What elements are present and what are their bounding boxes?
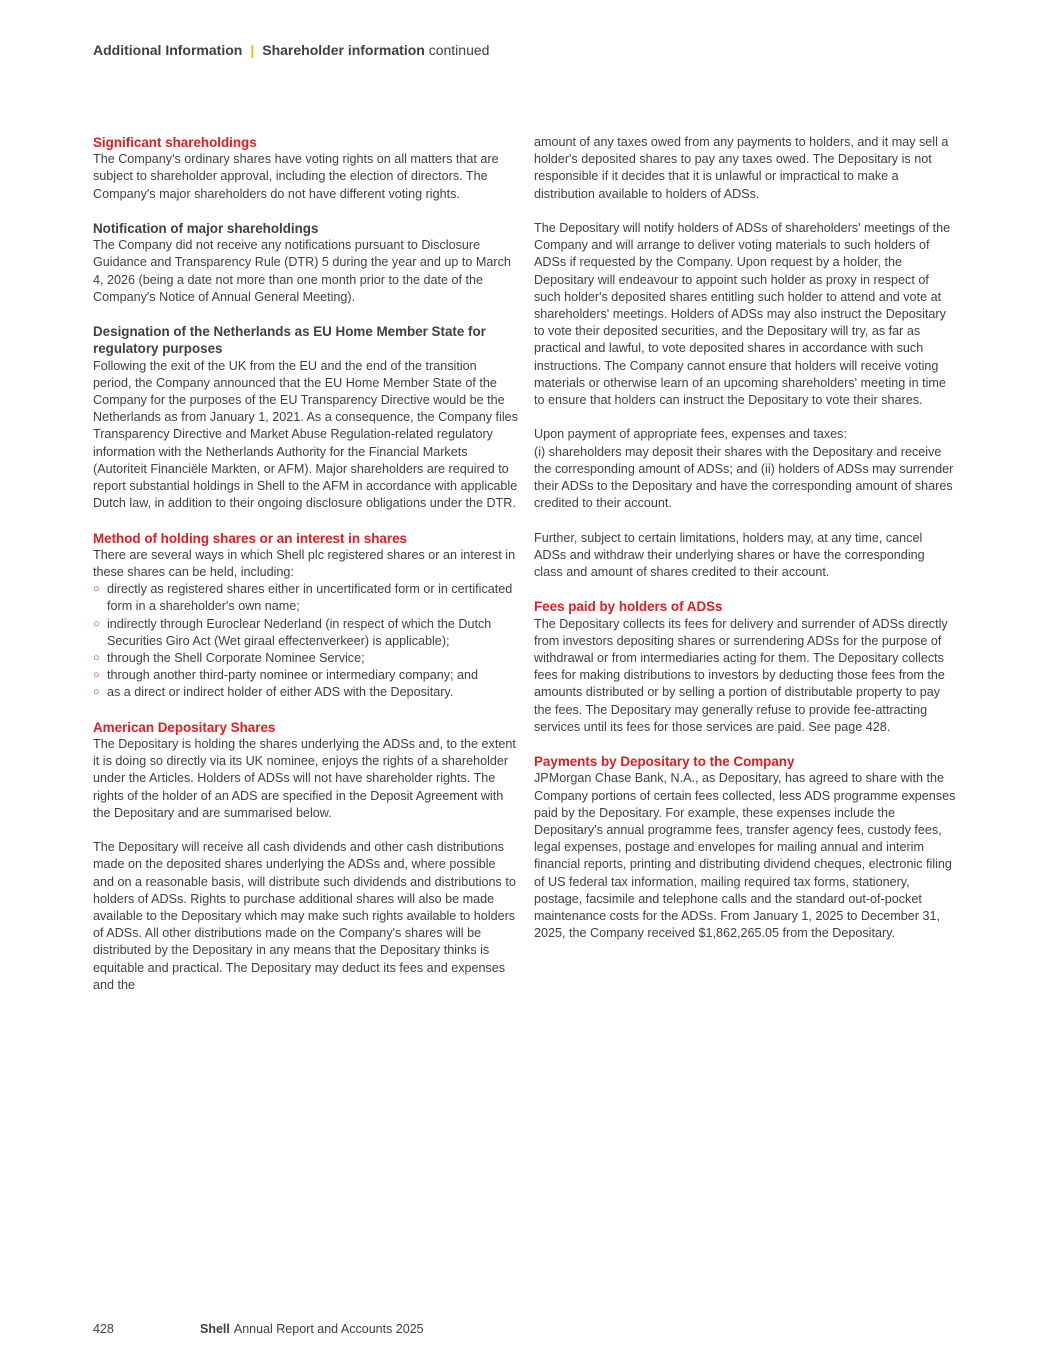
ads-paragraph-2: The Depositary will receive all cash dividends and other cash distributions made on the deposited shares underlying the ADSs and, where possible and on a reasonable basis, will distribute such dividends and distributions to holders of ADSs. Rights to purchase additional shares will also be made available to the Depositary which may make such rights available to holders of ADSs. All other distributions made on the Company's shares will be distributed by the Depositary in any means that the Depositary thinks is equitable and practical. The Depositary may deduct its fees and expenses and the: [93, 840, 516, 992]
list-item: ○ through the Shell Corporate Nominee Service;: [93, 650, 518, 667]
circle-bullet-icon: ○: [93, 669, 100, 682]
payments-heading: Payments by Depositary to the Company: [534, 754, 795, 770]
holding-methods-list: [93, 581, 518, 701]
designation-text: Following the exit of the UK from the EU and the end of the transition period, the Company announced that the EU Home Member State of the Company for the purposes of the EU Transparency Directive would be the Netherlands as from January 1, 2021. As a consequence, the Company files Transparency Directive and Market Abuse Regulation-related regulatory information with the Netherlands Authority for the Financial Markets (Autoriteit Financiële Markten, or AFM). Major shareholders are required to report substantial holdings in Shell to the AFM in accordance with applicable Dutch law, in addition to their ongoing disclosure obligations under the DTR.: [93, 358, 518, 511]
header-continued: continued: [428, 42, 490, 58]
running-header: [93, 42, 489, 58]
ads-paragraph-4: The Depositary will notify holders of ADSs of shareholders' meetings of the Company and will arrange to deliver voting materials to such holders of ADSs if requested by the Company. Upon request by a holder, the Depositary will endeavour to appoint such holder as proxy in respect of such holder's deposited shares entitling such holder to attend and vote at shareholders' meetings. Holders of ADSs may also instruct the Depositary to vote their deposited securities, and the Depositary will try, as far as practical and lawful, to vote deposited shares in accordance with such instructions. The Company cannot ensure that holders will receive voting materials or otherwise learn of an upcoming shareholders' meeting in time to ensure that holders can instruct the Depositary to vote their shares.: [534, 221, 951, 408]
circle-bullet-icon: ○: [93, 686, 100, 699]
circle-bullet-icon: ○: [93, 583, 100, 596]
designation-heading: Designation of the Netherlands as EU Home Member State for regulatory purposes: [93, 324, 486, 357]
header-section: Additional Information: [93, 42, 243, 58]
ads-heading: American Depositary Shares: [93, 719, 276, 735]
notification-text: The Company did not receive any notifications pursuant to Disclosure Guidance and Transparency Rule (DTR) 5 during the year and up to March 4, 2026 (being a date not more than one month prior to the date of the Company's Notice of Annual General Meeting).: [93, 238, 511, 304]
right-column: [534, 134, 956, 942]
list-item: ○ directly as registered shares either in uncertificated form or in certificated form in a shareholder's own name;: [93, 582, 513, 614]
ads-paragraph-1: The Depositary is holding the shares underlying the ADSs and, to the extent it is doing so directly via its UK nominee, enjoys the rights of a shareholder under the Articles. Holders of ADSs will not have shareholder rights. The rights of the holder of an ADS are specified in the Deposit Agreement with the Depositary and are summarised below.: [93, 737, 516, 820]
page-number: 428: [93, 1322, 114, 1336]
payments-text: JPMorgan Chase Bank, N.A., as Depositary, has agreed to share with the Company portions of certain fees collected, less ADS programme expenses paid by the Depositary. For example, these expenses include the Depositary's annual programme fees, transfer agency fees, custody fees, legal expenses, postage and envelopes for mailing annual and interim financial reports, printing and distributing dividend cheques, electronic filing of US federal tax information, mailing required tax forms, stationery, postage, facsimile and telephone calls and the standard out-of-pocket maintenance costs for the ADSs. From January 1, 2025 to December 31, 2025, the Company received $1,862,265.05 from the Depositary.: [534, 771, 956, 941]
list-item: ○ through another third-party nominee or intermediary company; and: [93, 667, 518, 684]
circle-bullet-icon: ○: [93, 652, 100, 665]
list-item: ○ indirectly through Euroclear Nederland (in respect of which the Dutch Securities Giro Act (Wet giraal effectenverkeer) is applicable);: [93, 616, 492, 648]
list-item: ○ as a direct or indirect holder of either ADS with the Depositary.: [93, 684, 518, 701]
footer-report-title: Annual Report and Accounts 2025: [233, 1322, 424, 1336]
page-footer: [93, 1322, 424, 1336]
notification-heading: Notification of major shareholdings: [93, 221, 319, 236]
circle-bullet-icon: ○: [93, 617, 100, 630]
header-subsection: Shareholder information: [262, 42, 425, 58]
ads-paragraph-6: Further, subject to certain limitations, holders may, at any time, cancel ADSs and withdraw their underlying shares or have the corresponding class and amount of shares credited to their account.: [534, 530, 925, 580]
method-heading: Method of holding shares or an interest in shares: [93, 530, 407, 546]
fees-text: The Depositary collects its fees for delivery and surrender of ADSs directly from investors depositing shares or surrendering ADSs for the purpose of withdrawal or from intermediaries acting for them. The Depositary collects fees for making distributions to investors by deducting those fees from the amounts distributed or by selling a portion of distributable property to pay the fees. The Depositary may generally refuse to provide fee-attracting services until its fees for those services are paid. See page 428.: [534, 616, 948, 734]
fees-heading: Fees paid by holders of ADSs: [534, 599, 723, 615]
left-column: [93, 134, 518, 994]
significant-shareholdings-text: The Company's ordinary shares have voting rights on all matters that are subject to shareholder approval, including the election of directors. The Company's major shareholders do not have different voting rights.: [93, 152, 499, 201]
footer-brand: Shell: [200, 1322, 230, 1336]
header-separator: |: [250, 42, 255, 58]
fees-intro: Upon payment of appropriate fees, expenses and taxes:: [534, 427, 847, 442]
method-intro: There are several ways in which Shell plc registered shares or an interest in these shares can be held, including:: [93, 547, 516, 580]
ads-paragraph-5: [534, 426, 956, 512]
significant-shareholdings-heading: Significant shareholdings: [93, 135, 257, 150]
fees-conditions: (i) shareholders may deposit their shares with the Depositary and receive the corresponding amount of ADSs; and (ii) holders of ADSs may surrender their ADSs to the Depositary and have the corresponding amount of shares credited to their account.: [534, 444, 954, 511]
ads-paragraph-3: amount of any taxes owed from any payments to holders, and it may sell a holder's deposited shares to pay any taxes owed. The Depositary is not responsible if it decides that it is unlawful or impractical to make a distribution available to holders of ADSs.: [534, 135, 949, 201]
